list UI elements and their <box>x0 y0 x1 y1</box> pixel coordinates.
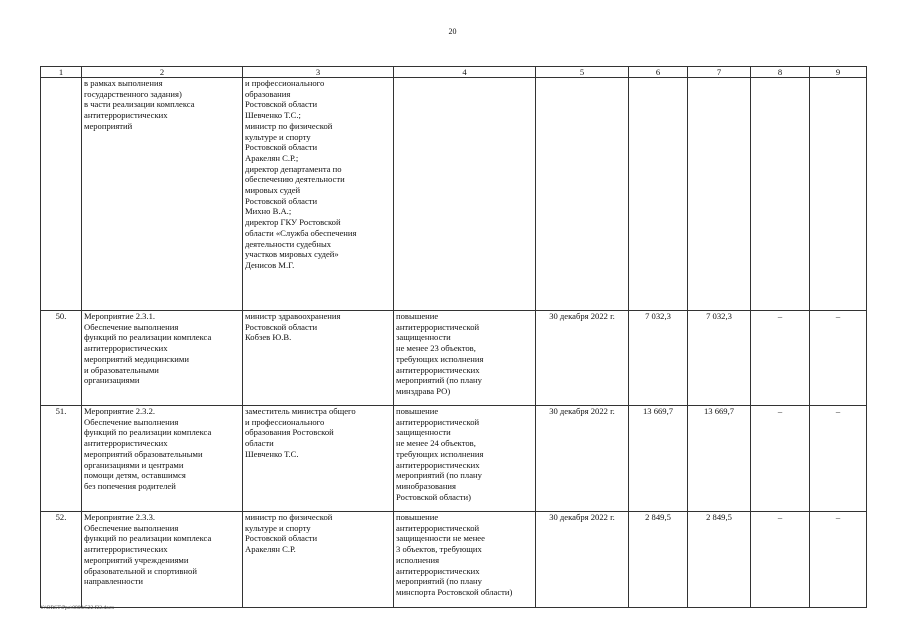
activity-line: функций по реализации комплекса <box>84 332 212 343</box>
executor-line: обеспечению деятельности <box>245 174 345 185</box>
row-number: 51. <box>41 406 82 512</box>
table-row <box>41 311 867 406</box>
executor-line: Шевченко Т.С.; <box>245 110 301 121</box>
activity-line: государственного задания) <box>84 88 182 99</box>
activity-line: антитеррористических <box>84 544 168 555</box>
amount-total-cell: 7 032,3 <box>629 311 688 406</box>
column-header: 8 <box>751 67 810 78</box>
result-cell <box>394 406 536 512</box>
activity-line: в рамках выполнения <box>84 78 163 88</box>
executor-line: культуре и спорту <box>245 522 311 533</box>
executor-cell <box>243 78 394 311</box>
amount-other-cell <box>810 78 867 311</box>
result-cell <box>394 311 536 406</box>
result-line: антитеррористической <box>396 522 480 533</box>
column-header: 1 <box>41 67 82 78</box>
activity-line: мероприятий образовательными <box>84 448 203 459</box>
activity-line: в части реализации комплекса <box>84 99 195 110</box>
column-header: 9 <box>810 67 867 78</box>
executor-cell <box>243 311 394 406</box>
deadline-cell: 30 декабря 2022 г. <box>536 512 629 608</box>
deadline-cell: 30 декабря 2022 г. <box>536 406 629 512</box>
column-header: 2 <box>82 67 243 78</box>
column-header: 4 <box>394 67 536 78</box>
executor-line: директор департамента по <box>245 163 342 174</box>
plan-table <box>40 66 867 608</box>
executor-line: образования Ростовской <box>245 427 334 438</box>
executor-line: Ростовской области <box>245 195 318 206</box>
column-header: 6 <box>629 67 688 78</box>
result-line: исполнения <box>396 554 440 565</box>
column-header: 5 <box>536 67 629 78</box>
amount-federal-cell: – <box>751 512 810 608</box>
activity-line: помощи детям, оставшимся <box>84 470 186 481</box>
deadline-cell: 30 декабря 2022 г. <box>536 311 629 406</box>
amount-other-cell: – <box>810 406 867 512</box>
executor-line: Ростовской области <box>245 142 318 153</box>
executor-cell <box>243 512 394 608</box>
executor-cell <box>243 406 394 512</box>
activity-line: Обеспечение выполнения <box>84 321 179 332</box>
activity-line: организациями <box>84 375 140 386</box>
executor-line: Аракелян С.Р.; <box>245 152 299 163</box>
activity-cell <box>82 406 243 512</box>
activity-line: Мероприятие 2.3.3. <box>84 512 156 522</box>
executor-line: образования <box>245 88 291 99</box>
executor-line: министр здравоохранения <box>245 311 341 321</box>
result-line: защищенности не менее <box>396 533 485 544</box>
activity-line: образовательной и спортивной <box>84 565 197 576</box>
activity-line: антитеррористических <box>84 438 168 449</box>
activity-line: функций по реализации комплекса <box>84 533 212 544</box>
amount-regional-cell: 2 849,5 <box>688 512 751 608</box>
executor-line: Ростовской области <box>245 533 318 544</box>
result-line: антитеррористической <box>396 321 480 332</box>
amount-regional-cell: 13 669,7 <box>688 406 751 512</box>
result-line: защищенности <box>396 332 451 343</box>
executor-line: Шевченко Т.С. <box>245 448 299 459</box>
executor-line: области «Служба обеспечения <box>245 227 357 238</box>
file-path-footer: Y:\ORST\Ppo\0809r522.f22.docx <box>40 605 115 611</box>
amount-total-cell: 13 669,7 <box>629 406 688 512</box>
page-number: 20 <box>448 27 457 36</box>
result-line: не менее 24 объектов, <box>396 438 476 449</box>
executor-line: и профессионального <box>245 78 325 88</box>
result-line: защищенности <box>396 427 451 438</box>
table-row <box>41 512 867 608</box>
executor-line: участков мировых судей» <box>245 249 339 260</box>
amount-federal-cell: – <box>751 406 810 512</box>
result-line: 3 объектов, требующих <box>396 544 482 555</box>
amount-federal-cell <box>751 78 810 311</box>
activity-line: Мероприятие 2.3.1. <box>84 311 156 321</box>
amount-other-cell: – <box>810 512 867 608</box>
activity-line: антитеррористических <box>84 343 168 354</box>
result-line: антитеррористических <box>396 565 480 576</box>
executor-line: мировых судей <box>245 185 301 196</box>
result-line: антитеррористической <box>396 416 480 427</box>
result-line: минздрава РО) <box>396 385 451 396</box>
result-line: требующих исполнения <box>396 448 484 459</box>
executor-line: Аракелян С.Р. <box>245 544 296 555</box>
executor-line: Денисов М.Г. <box>245 259 295 270</box>
activity-line: антитеррористических <box>84 110 168 121</box>
activity-line: Мероприятие 2.3.2. <box>84 406 156 416</box>
activity-line: мероприятий <box>84 120 133 131</box>
executor-line: министр по физической <box>245 512 333 522</box>
column-header: 7 <box>688 67 751 78</box>
result-line: мероприятий (по плану <box>396 375 482 386</box>
executor-line: Михно В.А.; <box>245 206 292 217</box>
activity-line: направленности <box>84 576 143 587</box>
amount-regional-cell: 7 032,3 <box>688 311 751 406</box>
executor-line: заместитель министра общего <box>245 406 356 416</box>
activity-line: функций по реализации комплекса <box>84 427 212 438</box>
executor-line: министр по физической <box>245 120 333 131</box>
result-cell <box>394 512 536 608</box>
row-number <box>41 78 82 311</box>
activity-line: мероприятий медицинскими <box>84 353 189 364</box>
result-line: минспорта Ростовской области) <box>396 586 513 597</box>
result-line: антитеррористических <box>396 364 480 375</box>
activity-line: Обеспечение выполнения <box>84 522 179 533</box>
activity-line: Обеспечение выполнения <box>84 416 179 427</box>
executor-line: Кобзев Ю.В. <box>245 332 292 343</box>
table-header-row <box>41 67 867 78</box>
activity-cell <box>82 512 243 608</box>
result-cell <box>394 78 536 311</box>
result-line: требующих исполнения <box>396 353 484 364</box>
result-line: повышение <box>396 406 439 416</box>
amount-regional-cell <box>688 78 751 311</box>
result-line: мероприятий (по плану <box>396 576 482 587</box>
result-line: минобразования <box>396 480 456 491</box>
activity-cell <box>82 311 243 406</box>
result-line: Ростовской области) <box>396 491 472 502</box>
activity-cell <box>82 78 243 311</box>
result-line: повышение <box>396 311 439 321</box>
result-line: антитеррористических <box>396 459 480 470</box>
executor-line: директор ГКУ Ростовской <box>245 217 341 228</box>
result-line: мероприятий (по плану <box>396 470 482 481</box>
activity-line: мероприятий учреждениями <box>84 554 189 565</box>
executor-line: Ростовской области <box>245 321 318 332</box>
executor-line: и профессионального <box>245 416 325 427</box>
amount-other-cell: – <box>810 311 867 406</box>
executor-line: культуре и спорту <box>245 131 311 142</box>
column-header: 3 <box>243 67 394 78</box>
result-line: не менее 23 объектов, <box>396 343 476 354</box>
row-number: 50. <box>41 311 82 406</box>
amount-total-cell: 2 849,5 <box>629 512 688 608</box>
table-row <box>41 406 867 512</box>
executor-line: деятельности судебных <box>245 238 332 249</box>
table-row <box>41 78 867 311</box>
result-line: повышение <box>396 512 439 522</box>
deadline-cell <box>536 78 629 311</box>
activity-line: без попечения родителей <box>84 480 176 491</box>
executor-line: области <box>245 438 274 449</box>
activity-line: и образовательными <box>84 364 159 375</box>
amount-federal-cell: – <box>751 311 810 406</box>
amount-total-cell <box>629 78 688 311</box>
executor-line: Ростовской области <box>245 99 318 110</box>
activity-line: организациями и центрами <box>84 459 184 470</box>
row-number: 52. <box>41 512 82 608</box>
